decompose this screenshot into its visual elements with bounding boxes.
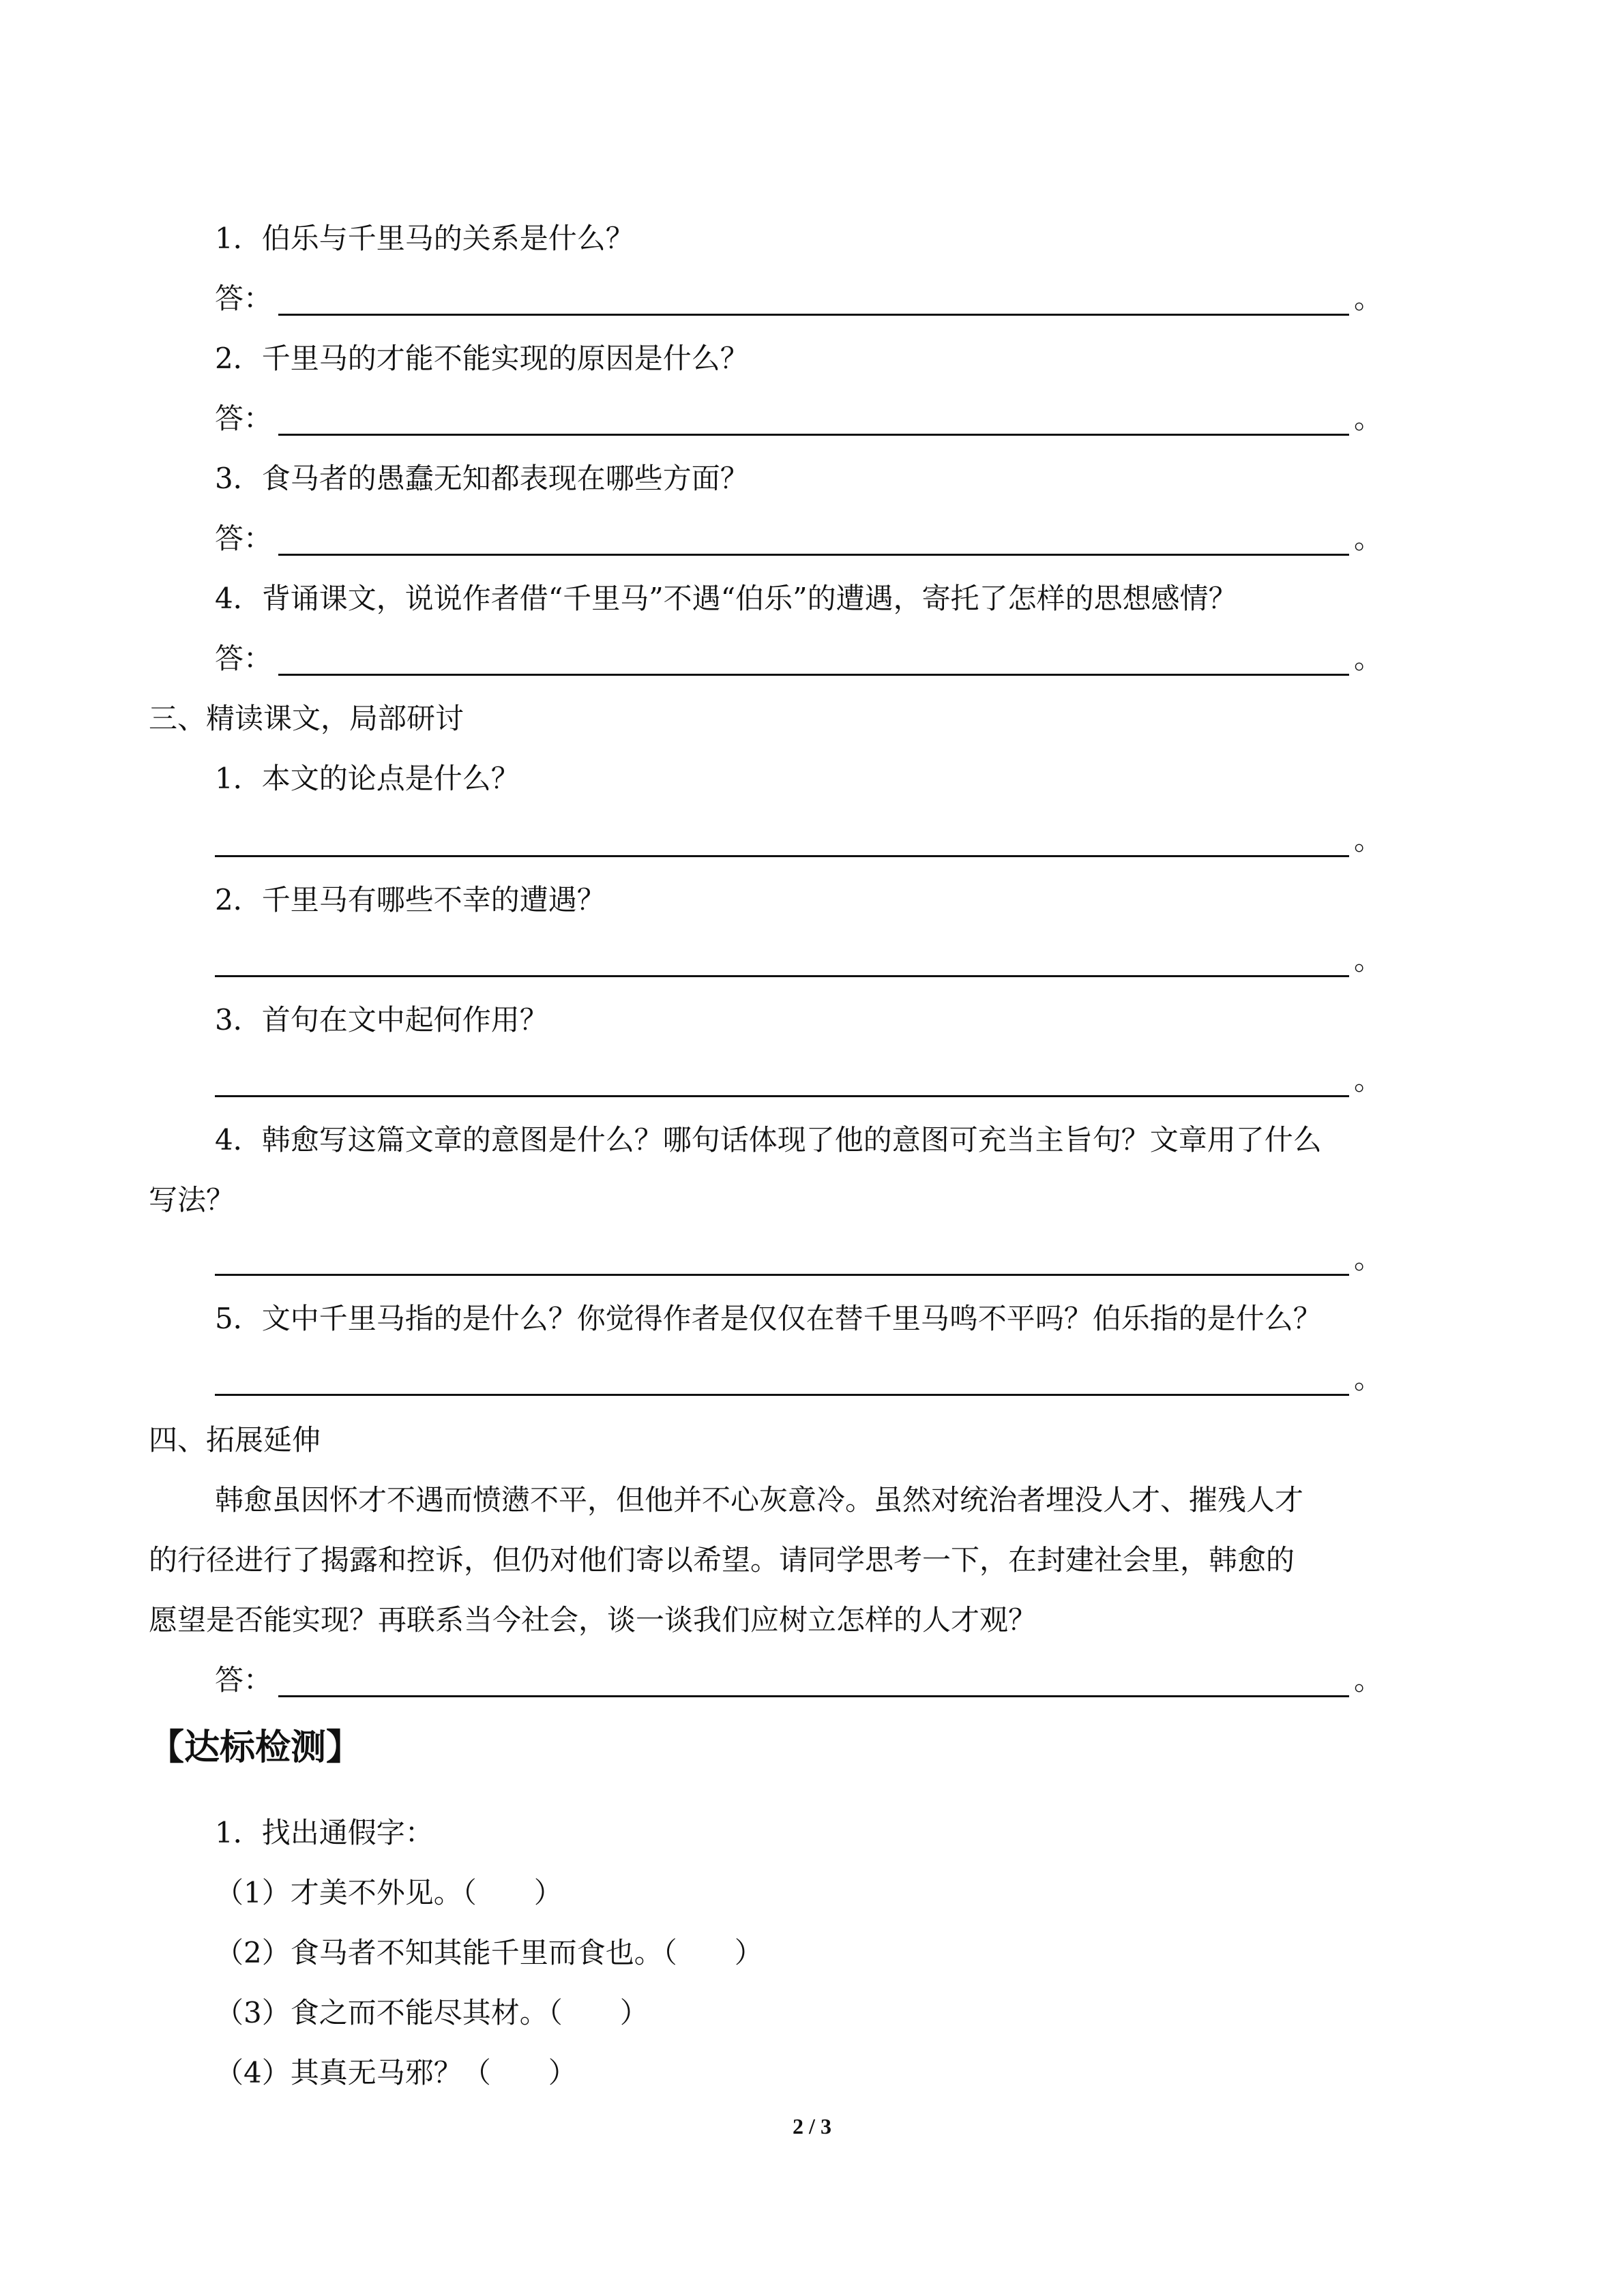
section-title-3: 三、精读课文，局部研讨: [149, 702, 464, 735]
answer-label: 答：: [215, 282, 273, 315]
end-mark: 。: [1354, 282, 1383, 315]
check-heading: 【达标检测】: [149, 1727, 362, 1768]
question-3-5: 5．文中千里马指的是什么？你觉得作者是仅仅在替千里马鸣不平吗？伯乐指的是什么？: [215, 1302, 1322, 1335]
check-question-1: 1．找出通假字：: [215, 1816, 434, 1849]
section-title-4: 四、拓展延伸: [149, 1423, 321, 1457]
check-item-3: （3）食之而不能尽其材。（ ）: [215, 1996, 649, 2029]
question-3-3: 3．首句在文中起何作用？: [215, 1003, 548, 1037]
answer-label: 答：: [215, 402, 273, 435]
end-mark: 。: [1354, 1663, 1383, 1697]
answer-line[interactable]: [278, 314, 1349, 316]
paragraph-line-3: 愿望是否能实现？再联系当今社会，谈一谈我们应树立怎样的人才观？: [149, 1603, 1037, 1637]
question-2-4: 4．背诵课文，说说作者借“千里马”不遇“伯乐”的遭遇，寄托了怎样的思想感情？: [215, 582, 1237, 615]
check-item-2: （2）食马者不知其能千里而食也。（ ）: [215, 1936, 763, 1969]
end-mark: 。: [1354, 1362, 1383, 1395]
answer-label: 答：: [215, 522, 273, 555]
question-3-1: 1．本文的论点是什么？: [215, 762, 520, 795]
answer-line[interactable]: [278, 554, 1349, 556]
question-3-4: 4．韩愈写这篇文章的意图是什么？哪句话体现了他的意图可充当主旨句？文章用了什么: [215, 1123, 1322, 1157]
end-mark: 。: [1354, 1242, 1383, 1275]
question-2-1: 1．伯乐与千里马的关系是什么？: [215, 222, 634, 255]
answer-line[interactable]: [215, 1095, 1349, 1097]
end-mark: 。: [1354, 402, 1383, 435]
end-mark: 。: [1354, 1063, 1383, 1097]
answer-line[interactable]: [215, 1274, 1349, 1276]
answer-label: 答：: [215, 642, 273, 675]
end-mark: 。: [1354, 943, 1383, 976]
question-3-4-cont: 写法？: [149, 1183, 235, 1217]
answer-line[interactable]: [278, 1695, 1349, 1697]
question-2-3: 3．食马者的愚蠢无知都表现在哪些方面？: [215, 462, 749, 495]
paragraph-line-2: 的行径进行了揭露和控诉，但仍对他们寄以希望。请同学思考一下，在封建社会里，韩愈的: [149, 1543, 1295, 1577]
page-number: 2 / 3: [793, 2114, 831, 2138]
answer-line[interactable]: [215, 855, 1349, 857]
answer-line[interactable]: [215, 1394, 1349, 1396]
end-mark: 。: [1354, 642, 1383, 675]
answer-line[interactable]: [278, 434, 1349, 436]
question-2-2: 2．千里马的才能不能实现的原因是什么？: [215, 342, 749, 375]
end-mark: 。: [1354, 522, 1383, 555]
answer-line[interactable]: [278, 674, 1349, 676]
end-mark: 。: [1354, 823, 1383, 856]
check-item-4: （4）其真无马邪？（ ）: [215, 2056, 577, 2089]
answer-line[interactable]: [215, 975, 1349, 977]
answer-label: 答：: [215, 1663, 273, 1697]
check-item-1: （1）才美不外见。（ ）: [215, 1876, 563, 1909]
paragraph-line-1: 韩愈虽因怀才不遇而愤懑不平，但他并不心灰意冷。虽然对统治者埋没人才、摧残人才: [215, 1483, 1304, 1517]
question-3-2: 2．千里马有哪些不幸的遭遇？: [215, 883, 606, 916]
